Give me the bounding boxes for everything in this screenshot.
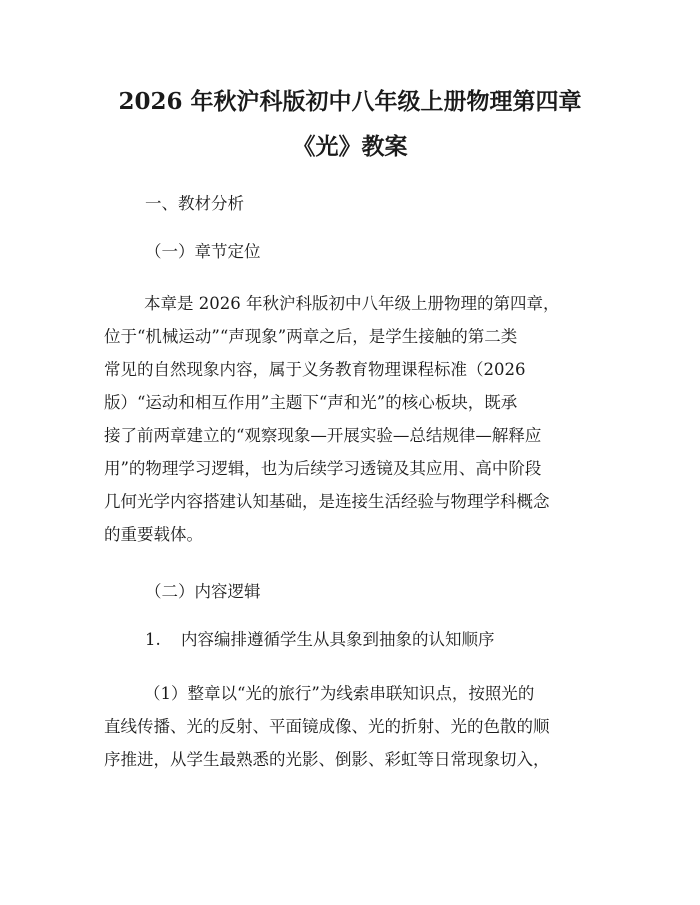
subsection-heading-content-logic: （二）内容逻辑 (145, 582, 261, 601)
paragraph-line: 直线传播、光的反射、平面镜成像、光的折射、光的色散的顺 (104, 717, 550, 736)
item-number: 1. (145, 630, 161, 649)
paragraph-line: 版）“运动和相互作用”主题下“声和光”的核心板块，既承 (104, 393, 518, 412)
paragraph-line: 序推进，从学生最熟悉的光影、倒影、彩虹等日常现象切入， (104, 750, 550, 769)
document-title-line-1: 2026 年秋沪科版初中八年级上册物理第四章 (118, 88, 582, 115)
paragraph-line: （1）整章以“光的旅行”为线索串联知识点，按照光的 (144, 684, 535, 703)
section-heading-teaching-analysis: 一、教材分析 (145, 194, 244, 213)
paragraph-line: 本章是 2026 年秋沪科版初中八年级上册物理的第四章， (144, 294, 560, 313)
paragraph-line: 常见的自然现象内容，属于义务教育物理课程标准（2026 (104, 360, 526, 379)
paragraph-line: 几何光学内容搭建认知基础，是连接生活经验与物理学科概念 (104, 492, 550, 511)
numbered-item (145, 628, 495, 652)
paragraph-content-logic (104, 677, 604, 776)
item-text: 内容编排遵循学生从具象到抽象的认知顺序 (181, 630, 495, 649)
subsection-heading-chapter-position: （一）章节定位 (145, 242, 261, 261)
document-title-line-2: 《光》教案 (292, 133, 408, 160)
paragraph-line: 的重要载体。 (104, 525, 203, 544)
paragraph-line: 用”的物理学习逻辑，也为后续学习透镜及其应用、高中阶段 (104, 459, 542, 478)
paragraph-chapter-position (104, 287, 604, 551)
paragraph-line: 接了前两章建立的“观察现象—开展实验—总结规律—解释应 (104, 426, 542, 445)
paragraph-line: 位于“机械运动”“声现象”两章之后，是学生接触的第二类 (104, 327, 518, 346)
